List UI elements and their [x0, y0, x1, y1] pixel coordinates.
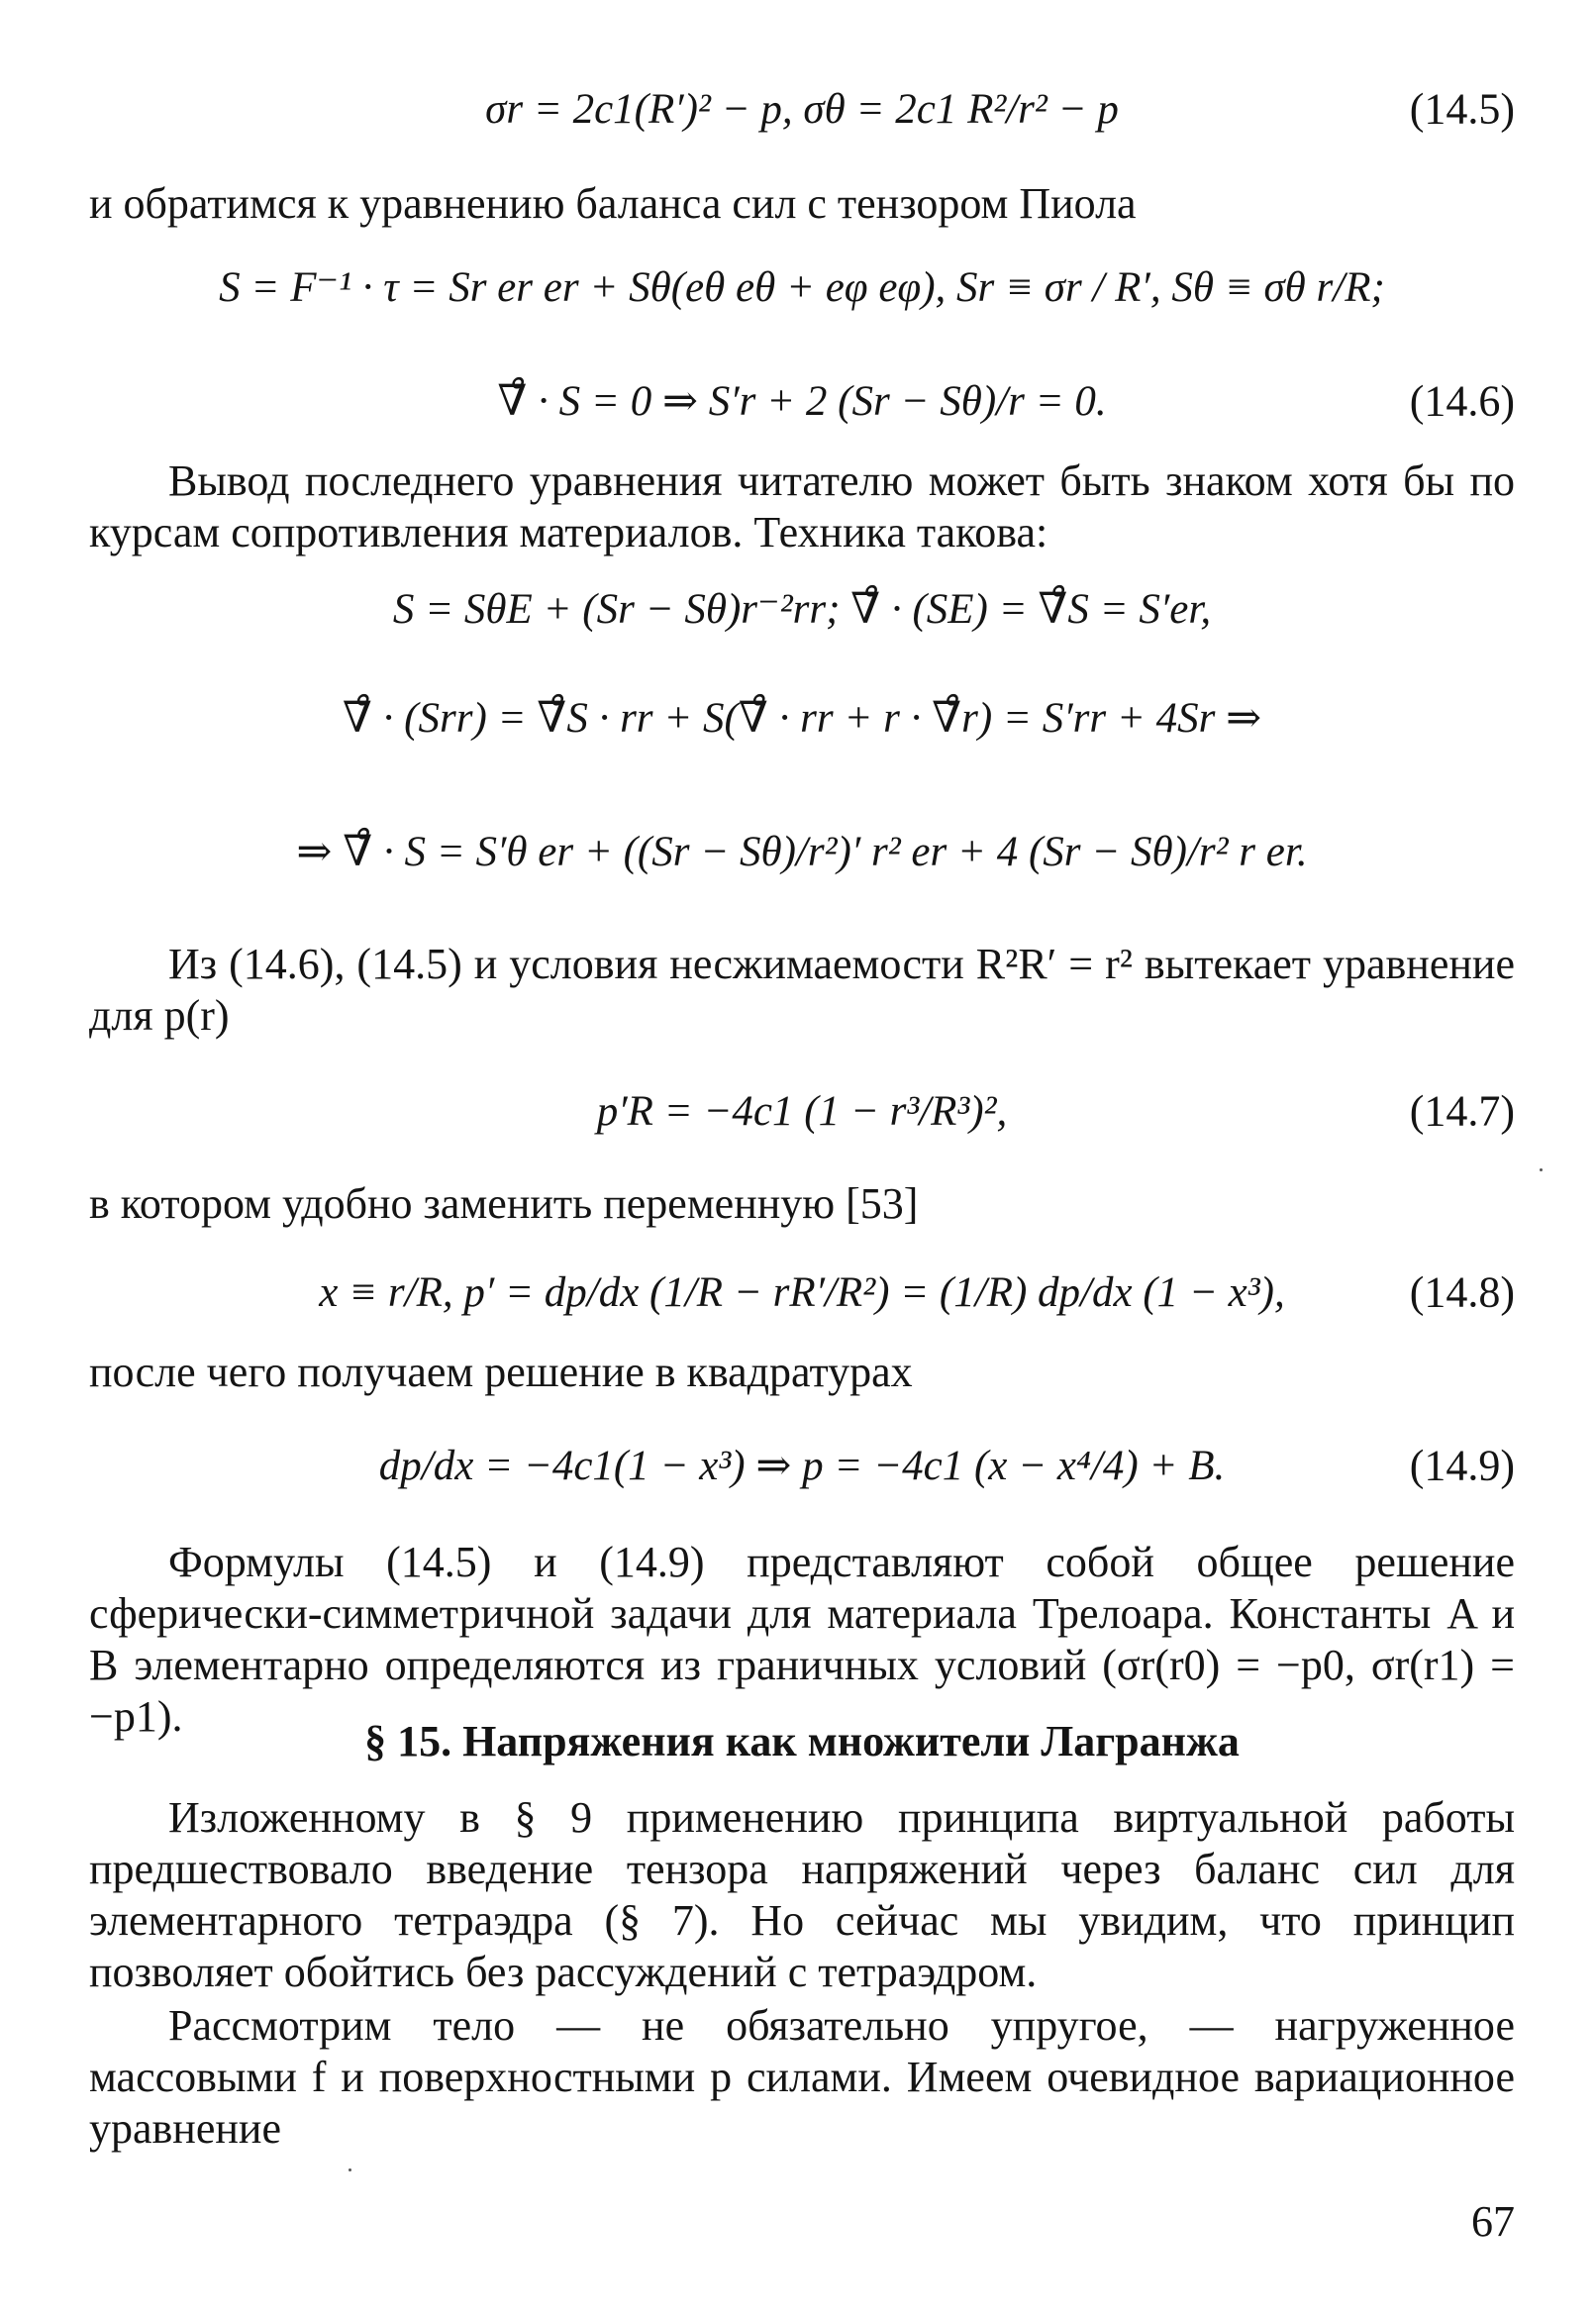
equation-body: ∇̊ · S = 0 ⇒ S′r + 2 (Sr − Sθ)/r = 0.: [497, 378, 1107, 425]
equation-14-7: [89, 1061, 1515, 1160]
equation-technique-3: [89, 802, 1515, 901]
paragraph: после чего получаем решение в квадратурах: [89, 1348, 913, 1396]
equation-piola: [89, 238, 1515, 337]
equation-number: (14.6): [1409, 376, 1515, 426]
paragraph: в котором удобно заменить переменную [53]: [89, 1179, 919, 1228]
equation-number: (14.8): [1409, 1267, 1515, 1317]
equation-14-5: [89, 59, 1515, 158]
equation-technique-1: [89, 559, 1515, 658]
equation-body: S = SθE + (Sr − Sθ)r⁻²rr; ∇̊ · (SE) = ∇̊S = S′er,: [392, 586, 1212, 633]
equation-body: ⇒ ∇̊ · S = S′θ er + ((Sr − Sθ)/r²)′ r² er + 4 (Sr − Sθ)/r² r er.: [296, 829, 1308, 875]
section-heading: § 15. Напряжения как множители Лагранжа: [364, 1717, 1240, 1765]
paragraph: Рассмотрим тело — не обязательно упругое, — нагруженное массовыми f и поверхностными p силами. Имеем очевидное вариационное уравнение: [89, 2001, 1515, 2153]
paragraph: и обратимся к уравнению баланса сил с тензором Пиола: [89, 179, 1137, 228]
print-speck: [349, 2168, 351, 2171]
paragraph: Изложенному в § 9 применению принципа виртуальной работы предшествовало введение тензора напряжений через баланс сил для элементарного тетраэдра (§ 7). Но сейчас мы увидим, что принцип позволяет обойтись без рассуждений с тетраэдром.: [89, 1793, 1515, 1996]
equation-technique-2: [89, 668, 1515, 767]
equation-14-8: [89, 1243, 1515, 1342]
equation-number: (14.5): [1409, 84, 1515, 134]
equation-14-6: [89, 352, 1515, 451]
paragraph: Из (14.6), (14.5) и условия несжимаемости R²R′ = r² вытекает уравнение для p(r): [89, 940, 1515, 1040]
paragraph: Вывод последнего уравнения читателю может быть знаком хотя бы по курсам сопротивления материалов. Техника такова:: [89, 456, 1515, 556]
equation-body: x ≡ r/R, p′ = dp/dx (1/R − rR′/R²) = (1/R) dp/dx (1 − x³),: [319, 1268, 1285, 1316]
page-number: 67: [1471, 2197, 1515, 2246]
equation-number: (14.7): [1409, 1086, 1515, 1136]
equation-number: (14.9): [1409, 1441, 1515, 1490]
paragraph: Формулы (14.5) и (14.9) представляют собой общее решение сферически-симметричной задачи для материала Трелоара. Константы A и B элементарно определяются из граничных условий (σr(r0) = −p0, σr(r1) = −p1).: [89, 1538, 1515, 1741]
equation-body: S = F⁻¹ · τ = Sr er er + Sθ(eθ eθ + eφ eφ), Sr ≡ σr / R′, Sθ ≡ σθ r/R;: [219, 264, 1385, 311]
print-speck: [1540, 1168, 1543, 1171]
equation-14-9: [89, 1416, 1515, 1515]
equation-body: ∇̊ · (Srr) = ∇̊S · rr + S(∇̊ · rr + r · ∇̊r) = S′rr + 4Sr ⇒: [342, 695, 1262, 742]
equation-body: p′R = −4c1 (1 − r³/R³)²,: [596, 1087, 1008, 1135]
equation-body: dp/dx = −4c1(1 − x³) ⇒ p = −4c1 (x − x⁴/4) + B.: [378, 1443, 1226, 1489]
equation-body: σr = 2c1(R′)² − p, σθ = 2c1 R²/r² − p: [485, 85, 1119, 133]
